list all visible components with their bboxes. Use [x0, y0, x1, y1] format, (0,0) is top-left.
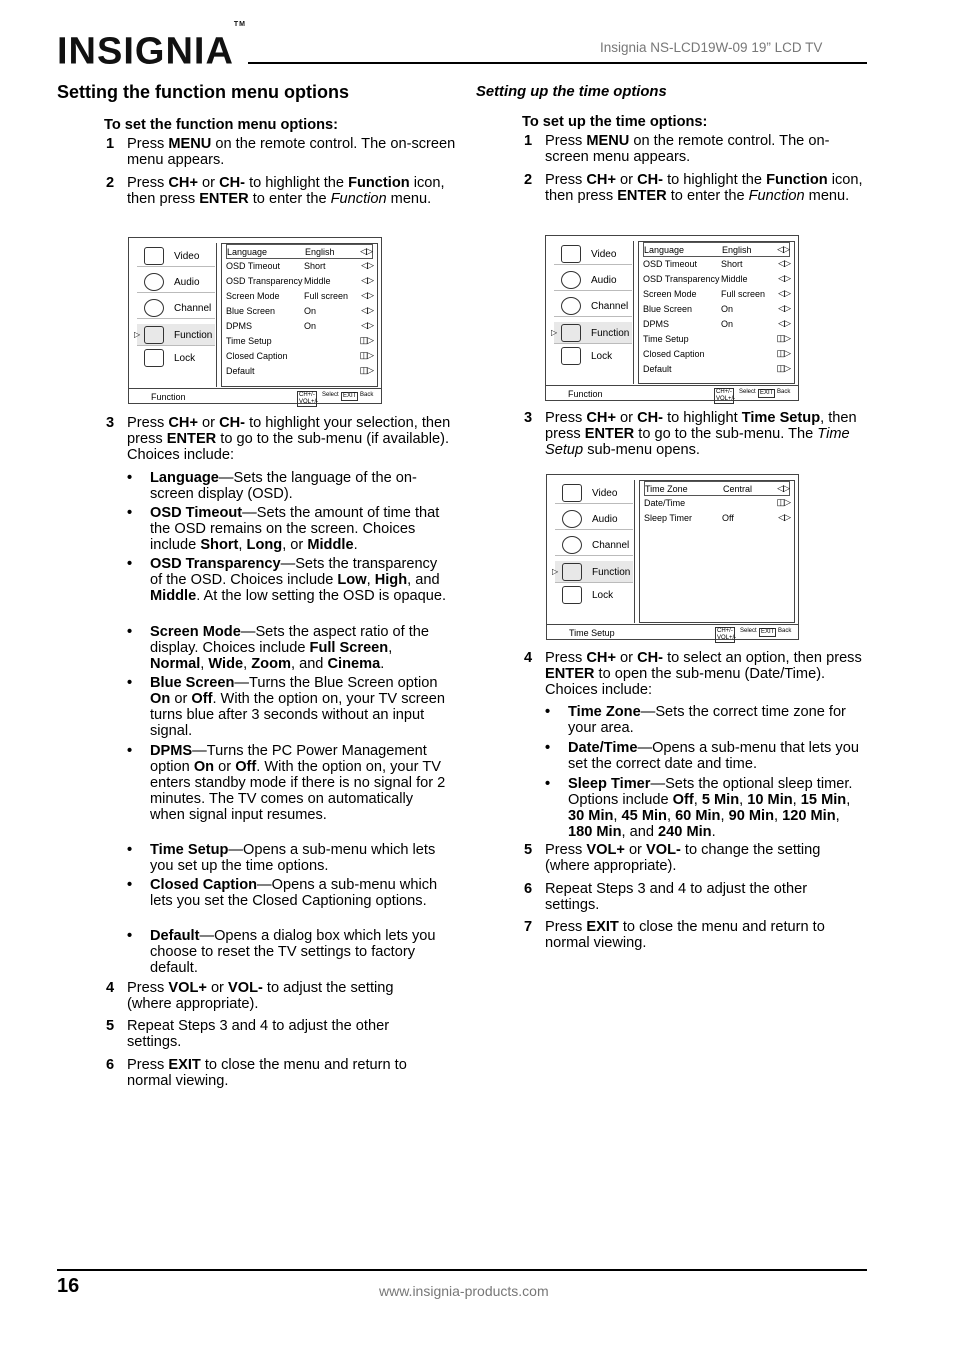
- right-heading: Setting up the time options: [476, 84, 667, 100]
- lock-icon: [144, 349, 164, 367]
- lock-icon: [561, 347, 581, 365]
- right-step-7: 7 Press EXIT to close the menu and return to normal viewing.: [524, 919, 825, 951]
- osd-item-channel: Channel: [555, 534, 633, 556]
- bullet-osd-transparency: • OSD Transparency—Sets the transparency of the OSD. Choices include Low, High, and Middle. At the low setting the OSD is opaque.: [127, 556, 447, 604]
- osd-footer: Function CH+/- VOL+/- Select EXIT Back: [546, 385, 798, 400]
- bullet-osd-timeout: • OSD Timeout—Sets the amount of time that the OSD remains on the screen. Choices include Short, Long, or Middle.: [127, 505, 440, 553]
- lock-icon: [562, 586, 582, 604]
- bullet-default: • Default—Opens a dialog box which lets you choose to reset the TV settings to factory default.: [127, 928, 436, 976]
- audio-icon: [144, 273, 164, 291]
- footer-rule: [57, 1269, 867, 1271]
- osd-row-osd-timeout: OSD Timeout Short ◁▷: [643, 258, 790, 269]
- left-right-arrows-icon: ◁▷: [778, 318, 790, 328]
- osd-row-time-setup: Time Setup ◫▷: [226, 335, 373, 346]
- page-number: 16: [57, 1275, 80, 1297]
- left-procedure-title: To set the function menu options:: [104, 117, 339, 133]
- left-right-arrows-icon: ◁▷: [778, 258, 790, 268]
- bullet-sleep-timer: • Sleep Timer—Sets the optional sleep timer. Options include Off, 5 Min, 10 Min, 15 Min, 30 Min, 45 Min, 60 Min, 90 Min, 120 Min, 180 Min, and 240 Min.: [545, 776, 853, 840]
- osd-row-closed-caption: Closed Caption ◫▷: [226, 350, 373, 361]
- right-procedure-title: To set up the time options:: [522, 114, 708, 130]
- doc-title: Insignia NS-LCD19W-09 19” LCD TV: [600, 40, 823, 55]
- right-step-2: 2 Press CH+ or CH- to highlight the Function icon, then press ENTER to enter the Function menu.: [524, 172, 863, 204]
- submenu-icon: ◫▷: [776, 497, 790, 507]
- selection-arrow-icon: ▷: [552, 567, 559, 576]
- submenu-icon: ◫▷: [776, 348, 790, 358]
- osd-item-channel: Channel: [554, 295, 632, 317]
- header-rule: [248, 62, 867, 64]
- osd-item-lock: Lock: [137, 347, 215, 369]
- osd-item-function: ▷ Function: [555, 561, 633, 583]
- osd-item-audio: Audio: [555, 508, 633, 530]
- osd-time-options: [639, 480, 795, 623]
- osd-row-sleep-timer: Sleep Timer Off ◁▷: [644, 512, 790, 523]
- osd-row-screen-mode: Screen Mode Full screen ◁▷: [226, 290, 373, 301]
- left-right-arrows-icon: ◁▷: [777, 483, 789, 493]
- left-right-arrows-icon: ◁▷: [361, 260, 373, 270]
- left-step-6: 6 Press EXIT to close the menu and return to normal viewing.: [106, 1057, 407, 1089]
- function-menu-screenshot-2: [545, 235, 799, 401]
- osd-key-ch-vol: CH+/- VOL+/-: [717, 628, 737, 641]
- left-right-arrows-icon: ◁▷: [778, 288, 790, 298]
- time-setup-menu-screenshot: [546, 474, 799, 640]
- osd-row-time-zone: Time Zone Central ◁▷: [645, 483, 789, 494]
- bullet-closed-caption: • Closed Caption—Opens a sub-menu which lets you set the Closed Captioning options.: [127, 877, 438, 909]
- video-icon: [562, 484, 582, 502]
- left-right-arrows-icon: ◁▷: [361, 290, 373, 300]
- left-right-arrows-icon: ◁▷: [361, 305, 373, 315]
- osd-footer: Time Setup CH+/- VOL+/- Select EXIT Back: [547, 624, 798, 639]
- submenu-icon: ◫▷: [359, 335, 373, 345]
- osd-key-ch-vol: CH+/- VOL+/-: [716, 389, 736, 402]
- video-icon: [144, 247, 164, 265]
- osd-item-video: Video: [555, 482, 633, 504]
- osd-category-list: [551, 241, 634, 384]
- osd-row-closed-caption: Closed Caption ◫▷: [643, 348, 790, 359]
- osd-row-language: Language English ◁▷: [644, 244, 789, 255]
- osd-item-function: ▷ Function: [554, 322, 632, 344]
- function-icon: [562, 563, 582, 581]
- selection-arrow-icon: ▷: [134, 330, 141, 339]
- left-right-arrows-icon: ◁▷: [777, 244, 789, 254]
- left-step-5: 5 Repeat Steps 3 and 4 to adjust the other settings.: [106, 1018, 390, 1050]
- submenu-icon: ◫▷: [776, 363, 790, 373]
- osd-item-lock: Lock: [555, 584, 633, 606]
- osd-item-audio: Audio: [554, 269, 632, 291]
- osd-item-video: Video: [137, 245, 215, 267]
- bullet-language: • Language—Sets the language of the on-screen display (OSD).: [127, 470, 417, 502]
- osd-category-list: [134, 243, 217, 387]
- osd-row-osd-transparency: OSD Transparency Middle ◁▷: [643, 273, 790, 284]
- submenu-icon: ◫▷: [359, 365, 373, 375]
- bullet-date-time: • Date/Time—Opens a sub-menu that lets you set the correct date and time.: [545, 740, 859, 772]
- osd-row-time-setup: Time Setup ◫▷: [643, 333, 790, 344]
- osd-item-function: ▷ Function: [137, 324, 215, 346]
- function-icon: [144, 326, 164, 344]
- osd-row-osd-timeout: OSD Timeout Short ◁▷: [226, 260, 373, 271]
- osd-row-dpms: DPMS On ◁▷: [643, 318, 790, 329]
- osd-row-date-time: Date/Time ◫▷: [644, 497, 790, 508]
- left-right-arrows-icon: ◁▷: [361, 275, 373, 285]
- left-right-arrows-icon: ◁▷: [778, 303, 790, 313]
- osd-function-options: [221, 243, 378, 387]
- osd-function-options: [638, 241, 795, 384]
- channel-icon: [561, 297, 581, 315]
- function-icon: [561, 324, 581, 342]
- osd-row-language: Language English ◁▷: [227, 246, 372, 257]
- audio-icon: [562, 510, 582, 528]
- bullet-screen-mode: • Screen Mode—Sets the aspect ratio of the display. Choices include Full Screen, Normal, Wide, Zoom, and Cinema.: [127, 624, 430, 672]
- osd-item-audio: Audio: [137, 271, 215, 293]
- left-step-3: 3 Press CH+ or CH- to highlight your selection, then press ENTER to go to the sub-menu (if available). Choices include:: [106, 415, 451, 463]
- right-step-1: 1 Press MENU on the remote control. The on-screen menu appears.: [524, 133, 830, 165]
- left-step-1: 1 Press MENU on the remote control. The on-screen menu appears.: [106, 136, 456, 168]
- osd-item-lock: Lock: [554, 345, 632, 367]
- left-step-4: 4 Press VOL+ or VOL- to adjust the setting (where appropriate).: [106, 980, 394, 1012]
- right-step-3: 3 Press CH+ or CH- to highlight Time Setup, then press ENTER to go to the sub-menu. The Time Setup sub-menu opens.: [524, 410, 857, 458]
- bullet-time-setup: • Time Setup—Opens a sub-menu which lets you set up the time options.: [127, 842, 436, 874]
- right-step-4: 4 Press CH+ or CH- to select an option, then press ENTER to open the sub-menu (Date/Time). Choices include:: [524, 650, 862, 698]
- left-right-arrows-icon: ◁▷: [778, 273, 790, 283]
- osd-item-video: Video: [554, 243, 632, 265]
- osd-category-list: [552, 480, 635, 623]
- selection-arrow-icon: ▷: [551, 328, 558, 337]
- osd-row-default: Default ◫▷: [226, 365, 373, 376]
- osd-key-ch-vol: CH+/- VOL+/-: [299, 392, 319, 405]
- osd-footer: Function CH+/- VOL+/- Select EXIT Back: [129, 388, 381, 403]
- right-step-5: 5 Press VOL+ or VOL- to change the setting (where appropriate).: [524, 842, 821, 874]
- submenu-icon: ◫▷: [776, 333, 790, 343]
- left-right-arrows-icon: ◁▷: [361, 320, 373, 330]
- left-heading: Setting the function menu options: [57, 82, 349, 102]
- osd-row-blue-screen: Blue Screen On ◁▷: [226, 305, 373, 316]
- channel-icon: [562, 536, 582, 554]
- bullet-blue-screen: • Blue Screen—Turns the Blue Screen option On or Off. With the option on, your TV screen turns blue after 3 seconds without an input signal.: [127, 675, 445, 739]
- channel-icon: [144, 299, 164, 317]
- right-step-6: 6 Repeat Steps 3 and 4 to adjust the other settings.: [524, 881, 808, 913]
- function-menu-screenshot: [128, 237, 382, 404]
- left-right-arrows-icon: ◁▷: [360, 246, 372, 256]
- footer-url: www.insignia-products.com: [379, 1283, 549, 1299]
- submenu-icon: ◫▷: [359, 350, 373, 360]
- bullet-dpms: • DPMS—Turns the PC Power Management option On or Off. With the option on, your TV enters standby mode if there is no signal for 2 minutes. The TV comes on automatically when signal input resumes.: [127, 743, 446, 823]
- video-icon: [561, 245, 581, 263]
- brand-logo: INSIGNIA™: [57, 21, 247, 73]
- osd-row-osd-transparency: OSD Transparency Middle ◁▷: [226, 275, 373, 286]
- osd-row-screen-mode: Screen Mode Full screen ◁▷: [643, 288, 790, 299]
- left-right-arrows-icon: ◁▷: [778, 512, 790, 522]
- left-step-2: 2 Press CH+ or CH- to highlight the Function icon, then press ENTER to enter the Function menu.: [106, 175, 445, 207]
- osd-row-blue-screen: Blue Screen On ◁▷: [643, 303, 790, 314]
- bullet-time-zone: • Time Zone—Sets the correct time zone for your area.: [545, 704, 846, 736]
- osd-item-channel: Channel: [137, 297, 215, 319]
- osd-row-dpms: DPMS On ◁▷: [226, 320, 373, 331]
- osd-row-default: Default ◫▷: [643, 363, 790, 374]
- audio-icon: [561, 271, 581, 289]
